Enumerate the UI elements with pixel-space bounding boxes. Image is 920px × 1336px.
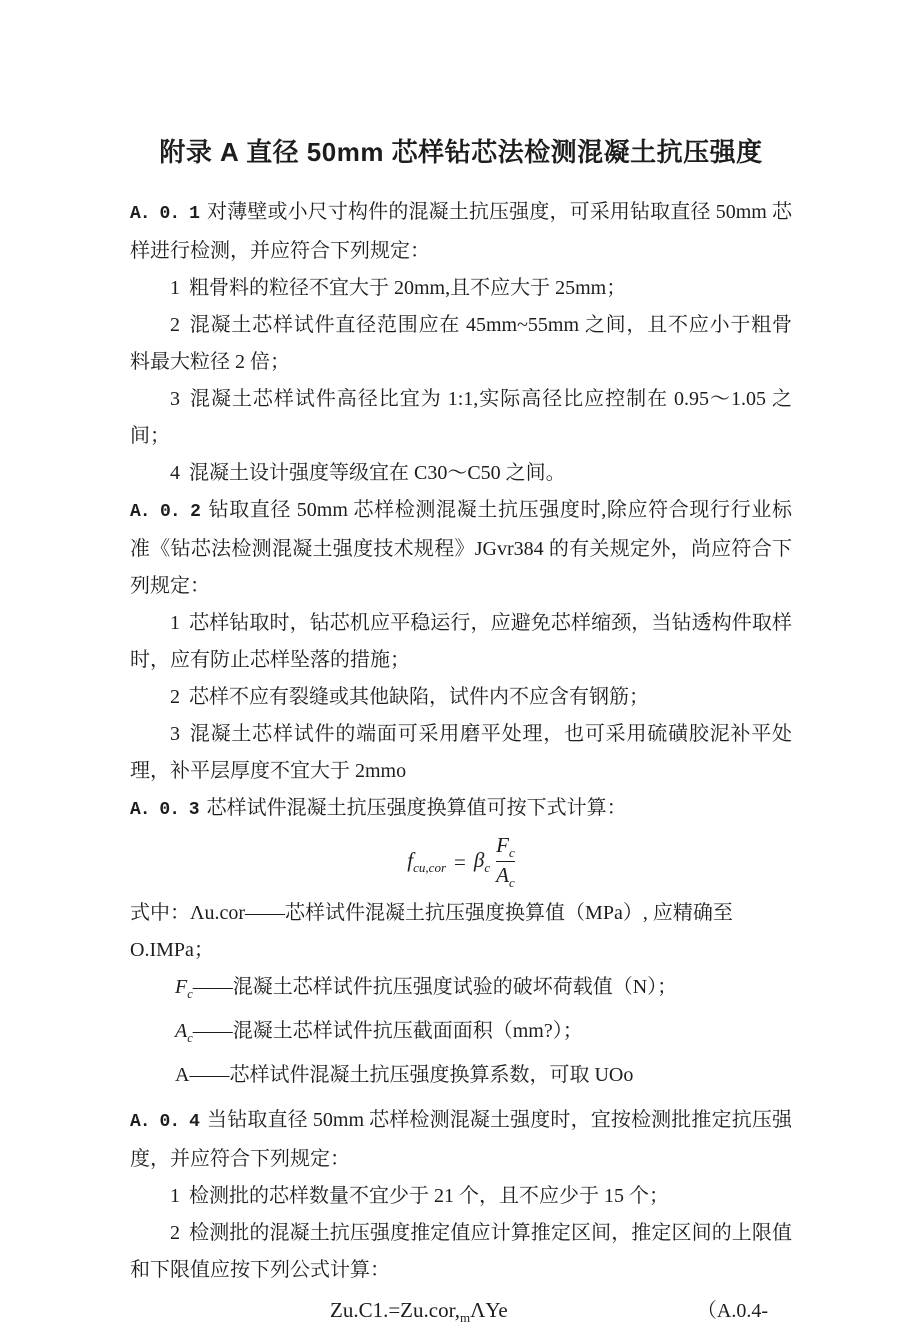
- item-text: 混凝土芯样试件的端面可采用磨平处理，也可采用硫磺胶泥补平处理，补平层厚度不宜大于 2mmo: [130, 723, 792, 782]
- clause-a01-item-1: [130, 270, 792, 307]
- clause-a04: [130, 1102, 792, 1178]
- clause-a04-text: 当钻取直径 50mm 芯样检测混凝土强度时，宜按检测批推定抗压强度，并应符合下列规定：: [130, 1109, 792, 1170]
- clause-a02-text: 钻取直径 50mm 芯样检测混凝土抗压强度时,除应符合现行行业标准《钻芯法检测混凝土强度技术规程》JGvr384 的有关规定外，尚应符合下列规定：: [130, 499, 792, 597]
- item-number: 1: [170, 277, 180, 299]
- where-term: $F_c$: [175, 976, 193, 1001]
- clause-a01-text: 对薄壁或小尺寸构件的混凝土抗压强度，可采用钻取直径 50mm 芯样进行检测，并应符合下列规定：: [130, 201, 792, 262]
- clause-a04-item-1: [130, 1178, 792, 1215]
- formula-lhs: $f_{cu,cor}$: [407, 847, 447, 876]
- item-text: 检测批的芯样数量不宜少于 21 个，且不应少于 15 个；: [189, 1185, 669, 1207]
- clause-a02-item-3: [130, 716, 792, 790]
- fraction-denominator: $A_c$: [496, 863, 515, 891]
- formula-a04: [130, 1292, 792, 1336]
- item-number: 1: [170, 1185, 180, 1207]
- where-term: $A_c$: [175, 1020, 193, 1045]
- clause-a04-label: A. 0. 4: [130, 1112, 199, 1132]
- clause-a02-item-2: [130, 679, 792, 716]
- item-text: 粗骨料的粒径不宜大于 20mm,且不应大于 25mm；: [189, 277, 627, 299]
- where-desc: ——芯样试件混凝土抗压强度换算系数，可取 UOo: [189, 1064, 634, 1086]
- formula-lhs-subscript: cu,cor: [413, 860, 447, 876]
- clause-a01-label: A. 0. 1: [130, 204, 199, 224]
- where-desc: ——芯样试件混凝土抗压强度换算值（MPa）, 应精确至 O.IMPa；: [130, 902, 733, 961]
- clause-a02-item-1: [130, 605, 792, 679]
- clause-a04-item-2: [130, 1215, 792, 1289]
- fraction: [496, 833, 515, 891]
- where-desc: ——混凝土芯样试件抗压强度试验的破坏荷载值（N）；: [192, 976, 678, 998]
- item-number: 2: [170, 1222, 180, 1244]
- document-title: 附录 A 直径 50mm 芯样钻芯法检测混凝土抗压强度: [159, 137, 763, 167]
- where-row-ac: [130, 1013, 792, 1057]
- where-intro: 式中：: [130, 902, 190, 924]
- clause-a01: [130, 194, 792, 270]
- where-row-fcucor: [130, 895, 792, 969]
- where-term: Λu.cor: [190, 902, 246, 924]
- fraction-numerator: $F_c$: [496, 832, 515, 861]
- item-text: 混凝土设计强度等级宜在 C30～C50 之间。: [189, 462, 566, 484]
- formula-a03: [130, 833, 792, 891]
- clause-a03-label: A. 0. 3: [130, 800, 199, 820]
- clause-a03: [130, 790, 792, 829]
- clause-a02: [130, 492, 792, 605]
- clause-a01-item-4: [130, 455, 792, 492]
- equals-sign: =: [454, 849, 466, 874]
- equation-reference: （A.0.4-: [696, 1300, 768, 1322]
- clause-a01-item-3: [130, 381, 792, 455]
- formula-coefficient: $\beta_c$: [473, 847, 491, 876]
- item-number: 2: [170, 314, 180, 336]
- item-number: 2: [170, 686, 180, 708]
- where-row-fc: [130, 969, 792, 1013]
- clause-a01-item-2: [130, 307, 792, 381]
- item-text: 检测批的混凝土抗压强度推定值应计算推定区间，推定区间的上限值和下限值应按下列公式计算：: [130, 1222, 792, 1281]
- coefficient-subscript: c: [484, 860, 491, 876]
- item-number: 4: [170, 462, 180, 484]
- item-text: 混凝土芯样试件高径比宜为 1:1,实际高径比应控制在 0.95～1.05 之间；: [130, 388, 792, 447]
- clause-a03-text: 芯样试件混凝土抗压强度换算值可按下式计算：: [206, 797, 627, 819]
- where-desc: ——混凝土芯样试件抗压截面面积（mm?）；: [192, 1020, 583, 1042]
- item-text: 芯样不应有裂缝或其他缺陷，试件内不应含有钢筋；: [189, 686, 649, 708]
- item-number: 1: [170, 612, 180, 634]
- item-text: 混凝土芯样试件直径范围应在 45mm~55mm 之间，且不应小于粗骨料最大粒径 2 倍；: [130, 314, 792, 373]
- where-row-beta: [130, 1057, 792, 1094]
- item-number: 3: [170, 388, 180, 410]
- item-text: 芯样钻取时，钻芯机应平稳运行，应避免芯样缩颈，当钻透构件取样时，应有防止芯样坠落的措施；: [130, 612, 792, 671]
- formula-a04-expression: $Zu.C1.=Zu.cor,_m\Lambda Ye$: [330, 1298, 508, 1326]
- clause-a02-label: A. 0. 2: [130, 502, 200, 522]
- item-number: 3: [170, 723, 180, 745]
- where-term: A: [175, 1064, 190, 1086]
